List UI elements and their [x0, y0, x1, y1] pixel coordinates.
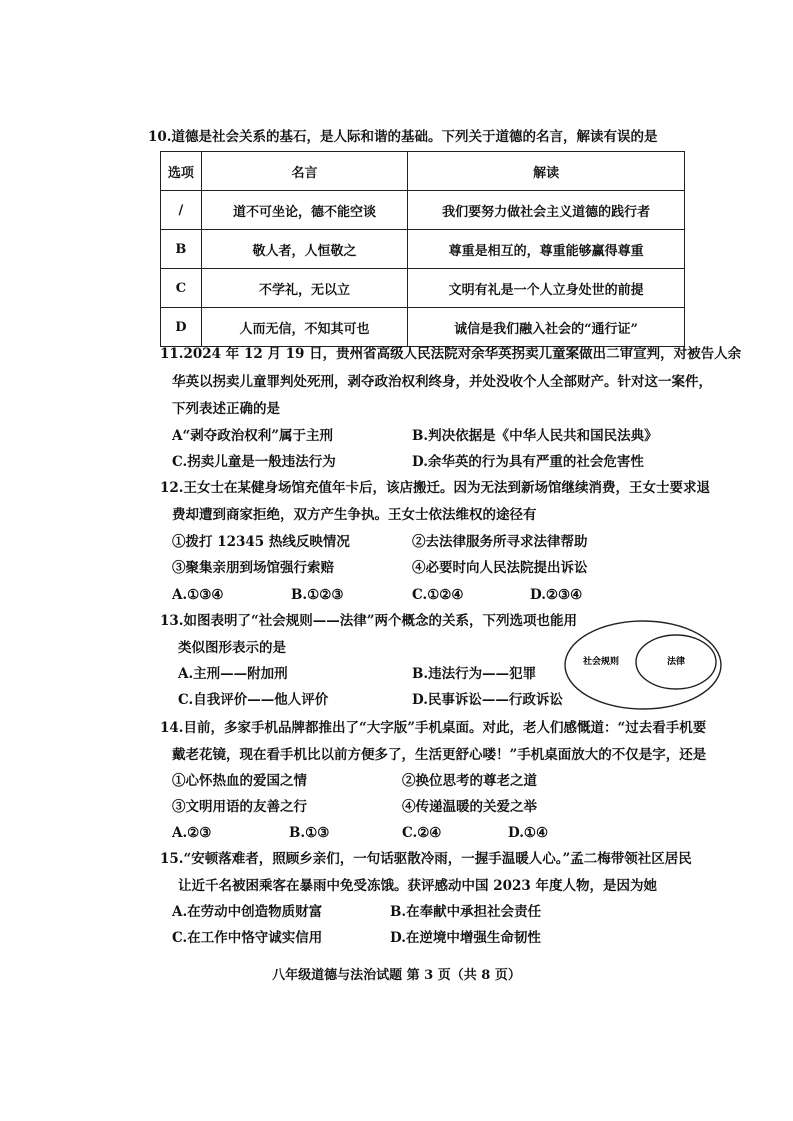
q12-statement-3: ③聚集亲朋到场馆强行索赔 [172, 560, 334, 576]
header-interpretation: 解读 [408, 152, 685, 191]
row-interpretation: 诚信是我们融入社会的“通行证” [408, 308, 685, 347]
q15-option-b: B.在奉献中承担社会责任 [390, 904, 542, 920]
q14-statement-4: ④传递温暖的关爱之举 [402, 799, 537, 815]
q13-option-a: A.主刑——附加刑 [178, 666, 288, 682]
page-footer: 八年级道德与法治试题 第 3 页（共 8 页） [272, 968, 521, 983]
q13-line2: 类似图形表示的是 [178, 640, 286, 656]
q12-option-c: C.①②④ [412, 587, 464, 603]
table-row [161, 269, 685, 308]
row-option: / [161, 191, 202, 230]
q12-statement-2: ②去法律服务所寻求法律帮助 [412, 534, 588, 550]
q14-statement-3: ③文明用语的友善之行 [172, 799, 307, 815]
q12-statement-4: ④必要时向人民法院提出诉讼 [412, 560, 588, 576]
q10-table [160, 151, 685, 347]
q14-line2: 戴老花镜，现在看手机比以前方便多了，生活更舒心喽！”手机桌面放大的不仅是字，还是 [172, 747, 707, 763]
row-interpretation: 文明有礼是一个人立身处世的前提 [408, 269, 685, 308]
q11-option-b: B.判决依据是《中华人民共和国民法典》 [412, 428, 658, 444]
q12-option-b: B.①②③ [291, 587, 344, 603]
q14-option-c: C.②④ [402, 825, 442, 841]
table-header-row [161, 152, 685, 191]
q13-line1: 13.如图表明了“社会规则——法律”两个概念的关系，下列选项也能用 [160, 613, 578, 629]
table-row [161, 191, 685, 230]
q12-statement-1: ①拨打 12345 热线反映情况 [172, 534, 350, 550]
q12-option-d: D.②③④ [530, 587, 583, 603]
q11-option-d: D.余华英的行为具有严重的社会危害性 [412, 454, 644, 470]
header-option: 选项 [161, 152, 202, 191]
q14-option-a: A.②③ [172, 825, 212, 841]
q14-statement-2: ②换位思考的尊老之道 [402, 773, 537, 789]
row-option: D [161, 308, 202, 347]
row-quote: 人而无信，不知其可也 [201, 308, 407, 347]
q11-option-a: A“剥夺政治权利”属于主刑 [172, 428, 334, 444]
q14-line1: 14.目前，多家手机品牌都推出了“大字版”手机桌面。对此，老人们感慨道：“过去看手机要 [160, 720, 707, 736]
q15-option-a: A.在劳动中创造物质财富 [172, 904, 323, 920]
q11-line1: 11.2024 年 12 月 19 日，贵州省高级人民法院对余华英拐卖儿童案做出二审宣判，对被告人余 [160, 346, 742, 362]
venn-diagram [563, 619, 723, 711]
row-option: B [161, 230, 202, 269]
table-row [161, 230, 685, 269]
q15-option-c: C.在工作中恪守诚实信用 [172, 930, 323, 946]
q14-statement-1: ①心怀热血的爱国之情 [172, 773, 307, 789]
q12-option-a: A.①③④ [172, 587, 224, 603]
q13-option-d: D.民事诉讼——行政诉讼 [412, 692, 563, 708]
q12-line1: 12.王女士在某健身场馆充值年卡后，该店搬迁。因为无法到新场馆继续消费，王女士要求退 [160, 480, 710, 496]
row-interpretation: 我们要努力做社会主义道德的践行者 [408, 191, 685, 230]
q14-option-b: B.①③ [289, 825, 330, 841]
q15-line1: 15.“安顿落难者，照顾乡亲们，一句话驱散冷雨，一握手温暖人心。”孟二梅带领社区居民 [160, 851, 692, 867]
row-interpretation: 尊重是相互的，尊重能够赢得尊重 [408, 230, 685, 269]
q10-stem: 10.道德是社会关系的基石，是人际和谐的基础。下列关于道德的名言，解读有误的是 [148, 129, 658, 145]
q15-line2: 让近千名被困乘客在暴雨中免受冻饿。获评感动中国 2023 年度人物，是因为她 [178, 878, 657, 894]
q15-option-d: D.在逆境中增强生命韧性 [390, 930, 541, 946]
table-row [161, 308, 685, 347]
q13-option-b: B.违法行为——犯罪 [412, 666, 537, 682]
row-quote: 敬人者，人恒敬之 [201, 230, 407, 269]
row-option: C [161, 269, 202, 308]
venn-outer-label: 社会规则 [583, 657, 620, 667]
q11-line3: 下列表述正确的是 [172, 401, 280, 417]
row-quote: 不学礼，无以立 [201, 269, 407, 308]
q13-option-c: C.自我评价——他人评价 [178, 692, 329, 708]
q12-line2: 费却遭到商家拒绝，双方产生争执。王女士依法维权的途径有 [172, 507, 537, 523]
header-quote: 名言 [201, 152, 407, 191]
row-quote: 道不可坐论，德不能空谈 [201, 191, 407, 230]
q11-line2: 华英以拐卖儿童罪判处死刑，剥夺政治权利终身，并处没收个人全部财产。针对这一案件， [172, 374, 712, 390]
q11-option-c: C.拐卖儿童是一般违法行为 [172, 454, 336, 470]
venn-inner-label: 法律 [667, 657, 686, 667]
q14-option-d: D.①④ [508, 825, 549, 841]
